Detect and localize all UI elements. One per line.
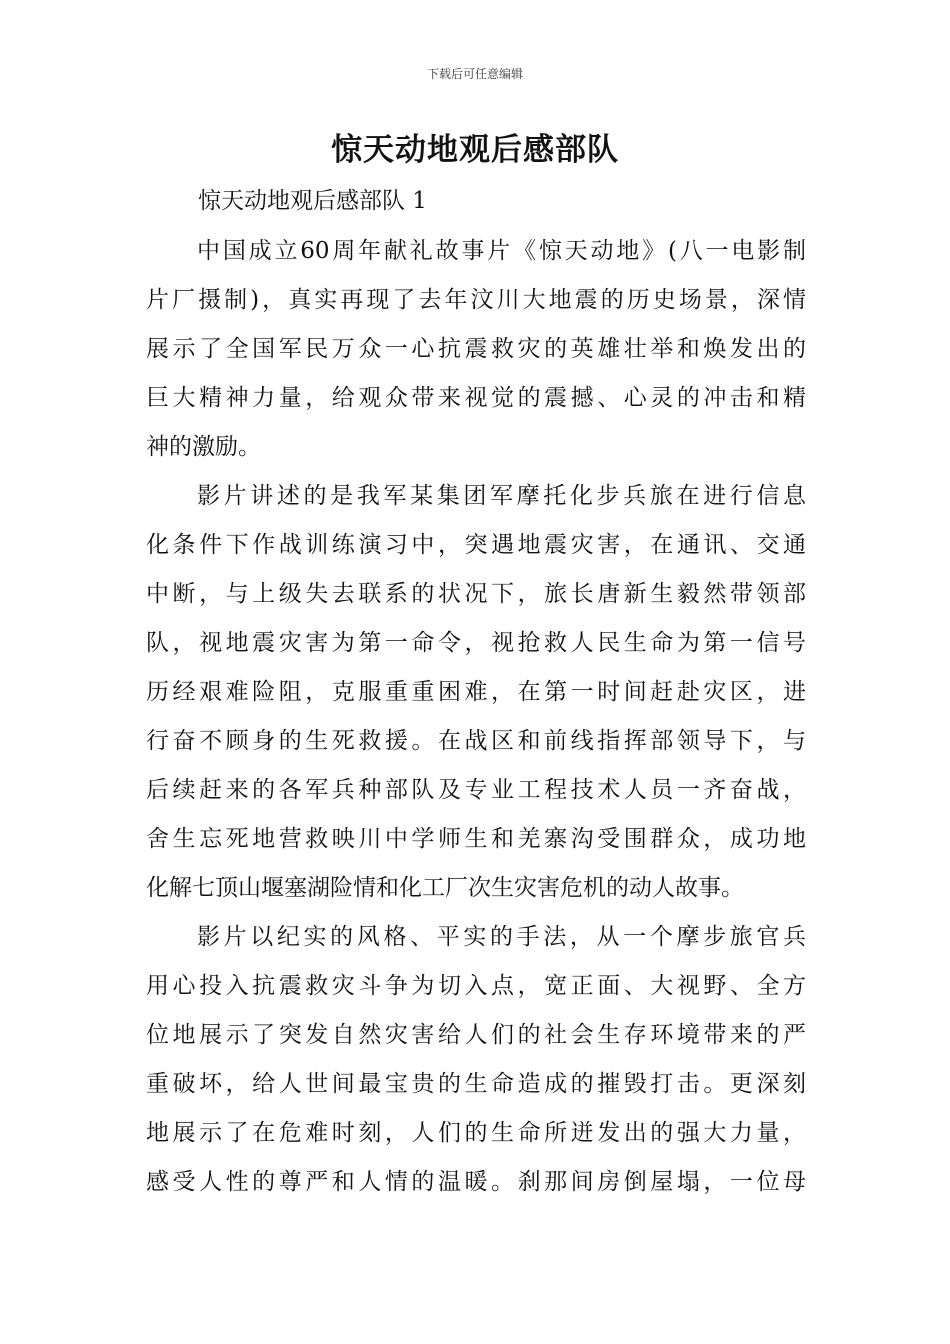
text-line: 行奋不顾身的生死救援。在战区和前线指挥部领导下，与 [146, 728, 806, 754]
text-line: 用心投入抗震救灾斗争为切入点，宽正面、大视野、全方 [146, 973, 806, 999]
text-line: 地展示了在危难时刻，人们的生命所迸发出的强大力量， [146, 1120, 806, 1146]
page-header: 下载后可任意编辑 [426, 67, 523, 81]
text-line: 中国成立60周年献礼故事片《惊天动地》(八一电影制 [197, 238, 806, 264]
paragraph-1 [146, 227, 806, 472]
text-line: 舍生忘死地营救映川中学师生和羌寨沟受围群众，成功地 [146, 826, 806, 852]
document-body [146, 227, 806, 1207]
text-line: 展示了全国军民万众一心抗震救灾的英雄壮举和焕发出的 [146, 336, 806, 362]
text-line: 化解七顶山堰塞湖险情和化工厂次生灾害危机的动人故事。 [146, 875, 744, 901]
text-line: 巨大精神力量，给观众带来视觉的震撼、心灵的冲击和精 [146, 385, 806, 411]
text-line: 感受人性的尊严和人情的温暖。刹那间房倒屋塌，一位母 [146, 1169, 806, 1195]
text-line: 片厂摄制)，真实再现了去年汶川大地震的历史场景，深情 [146, 287, 806, 313]
text-line: 历经艰难险阻，克服重重困难，在第一时间赶赴灾区，进 [146, 679, 806, 705]
paragraph-3 [146, 913, 806, 1207]
text-line: 位地展示了突发自然灾害给人们的社会生存环境带来的严 [146, 1022, 806, 1048]
text-line: 后续赶来的各军兵种部队及专业工程技术人员一齐奋战， [146, 777, 806, 803]
paragraph-2 [146, 472, 806, 913]
text-line: 中断，与上级失去联系的状况下，旅长唐新生毅然带领部 [146, 581, 806, 607]
text-line: 重破坏，给人世间最宝贵的生命造成的摧毁打击。更深刻 [146, 1071, 806, 1097]
text-line: 影片以纪实的风格、平实的手法，从一个摩步旅官兵 [197, 924, 806, 950]
text-line: 神的激励。 [146, 434, 261, 460]
document-title: 惊天动地观后感部队 [331, 132, 619, 168]
text-line: 影片讲述的是我军某集团军摩托化步兵旅在进行信息 [197, 483, 806, 509]
document-subtitle: 惊天动地观后感部队 1 [198, 188, 427, 214]
text-line: 队，视地震灾害为第一命令，视抢救人民生命为第一信号 [146, 630, 806, 656]
text-line: 化条件下作战训练演习中，突遇地震灾害，在通讯、交通 [146, 532, 806, 558]
